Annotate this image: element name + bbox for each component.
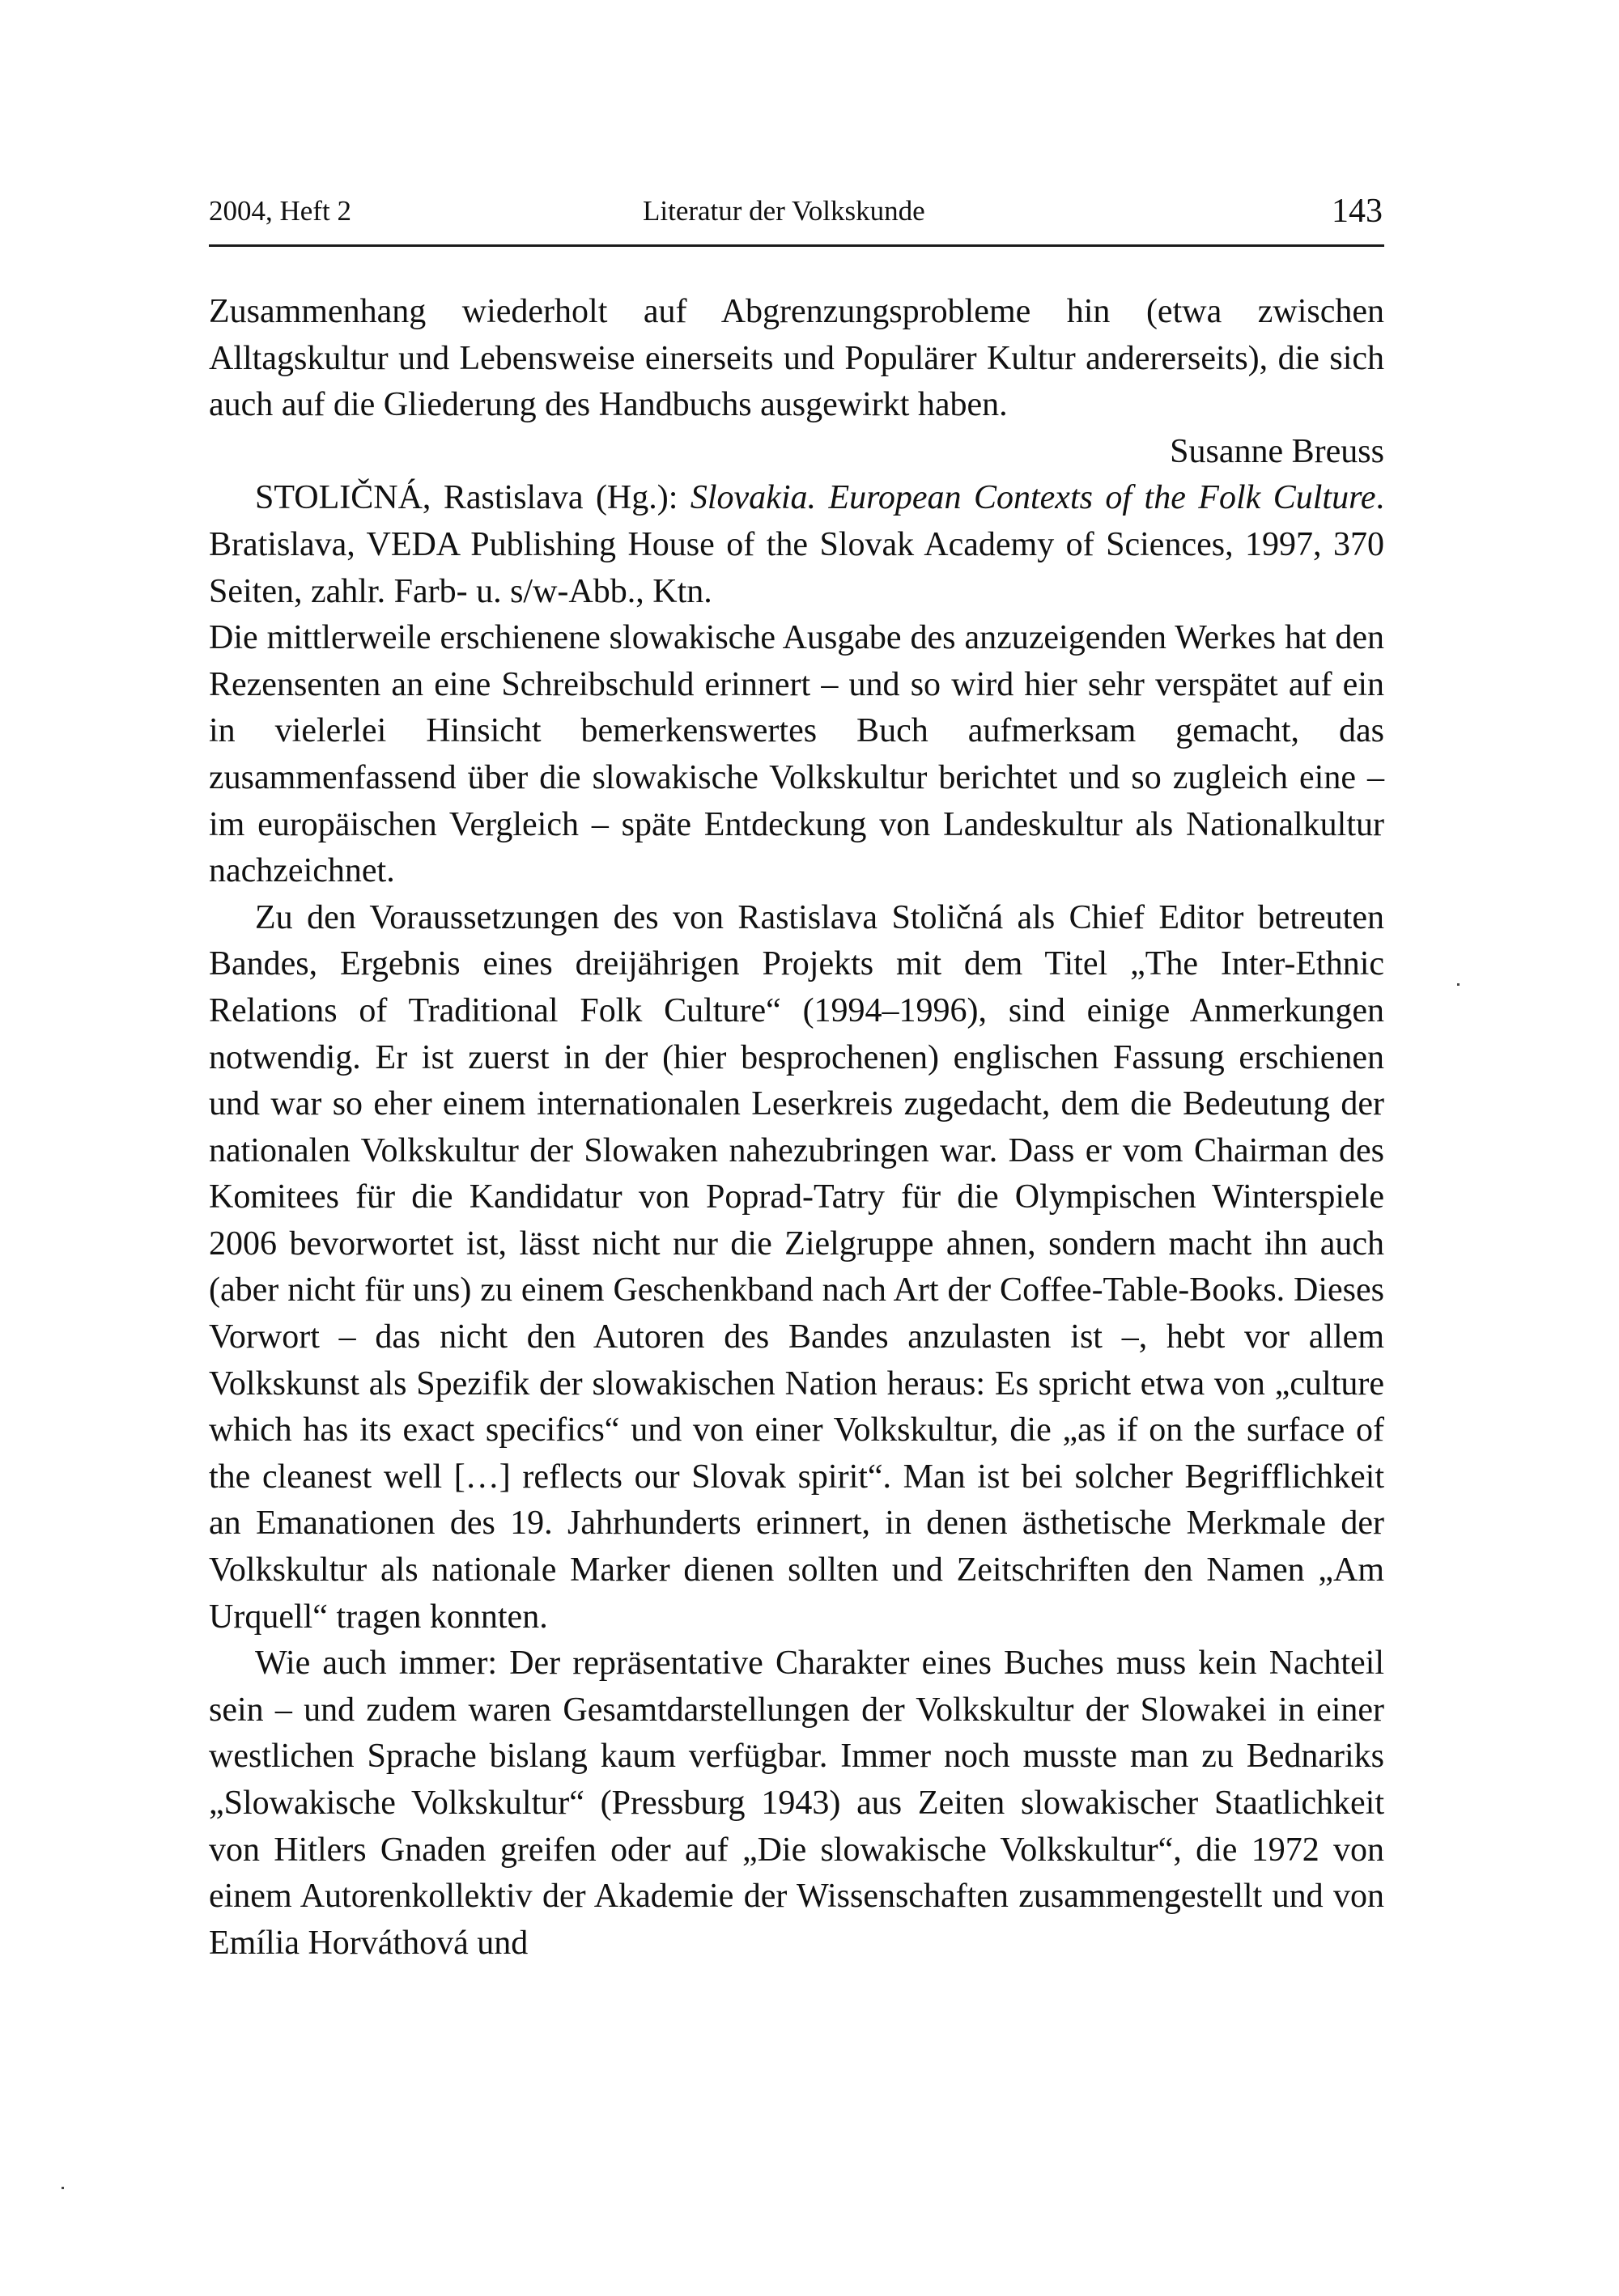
body-text [209, 289, 1384, 1967]
document-page [209, 188, 1384, 1962]
header-rule [209, 244, 1384, 247]
citation-author: STOLIČNÁ, Rastislava (Hg.): [255, 479, 691, 517]
issue-label: 2004, Heft 2 [209, 195, 351, 227]
citation-title: Slovakia. European Contexts of the Folk Culture [690, 479, 1376, 517]
book-citation [209, 475, 1384, 615]
review-paragraph-3: Wie auch immer: Der repräsentative Charakter eines Buches muss kein Nachteil sein – und zudem waren Gesamtdarstellungen der Volkskultur der Slowakei in einer westlichen Sprache bislang kaum verfügbar. Immer noch musste man zu Bednariks „Slowakische Volkskultur“ (Pressburg 1943) aus Zeiten slowakischer Staatlichkeit von Hitlers Gnaden greifen oder auf „Die slowakische Volkskultur“, die 1972 von einem Autorenkollektiv der Akademie der Wissenschaften zusammengestellt und von Emília Horváthová und [209, 1645, 1384, 1962]
scan-speck [1457, 983, 1460, 986]
section-title: Literatur der Volkskunde [643, 195, 925, 227]
previous-review-closing: Zusammenhang wiederholt auf Abgrenzungsprobleme hin (etwa zwischen Alltagskultur und Lebensweise einerseits und Populärer Kultur andererseits), die sich auch auf die Gliederung des Handbuchs ausgewirkt haben. [209, 293, 1384, 424]
review-paragraph-1: Die mittlerweile erschienene slowakische Ausgabe des anzuzeigenden Werkes hat den Rezensenten an eine Schreibschuld erinnert – und so wird hier sehr verspätet auf ein in vielerlei Hinsicht bemerkenswertes Buch aufmerksam gemacht, das zusammenfassend über die slowakische Volkskultur berichtet und so zugleich eine – im europäischen Vergleich – späte Entdeckung von Landeskultur als Nationalkultur nachzeichnet. [209, 619, 1384, 890]
page-number: 143 [1332, 193, 1383, 230]
review-paragraph-2: Zu den Voraussetzungen des von Rastislava Stoličná als Chief Editor betreuten Bandes, Ergebnis eines dreijährigen Projekts mit dem Titel „The Inter-Ethnic Relations of Traditional Folk Culture“ (1994–1996), sind einige Anmerkungen notwendig. Er ist zuerst in der (hier besprochenen) englischen Fassung erschienen und war so eher einem internationalen Leserkreis zugedacht, dem die Bedeutung der nationalen Volkskultur der Slowaken nahezubringen war. Dass er vom Chairman des Komitees für die Kandidatur von Poprad-Tatry für die Olympischen Winterspiele 2006 bevorwortet ist, lässt nicht nur die Zielgruppe ahnen, sondern macht ihn auch (aber nicht für uns) zu einem Geschenkband nach Art der Coffee-Table-Books. Dieses Vorwort – das nicht den Autoren des Bandes anzulasten ist –, hebt vor allem Volkskunst als Spezifik der slowakischen Nation heraus: Es spricht etwa von „culture which has its exact specifics“ und von einer Volkskultur, die „as if on the surface of the cleanest well […] reflects our Slovak spirit“. Man ist bei solcher Begrifflichkeit an Emanationen des 19. Jahrhunderts erinnert, in denen ästhetische Merkmale der Volkskultur als nationale Marker dienen sollten und Zeitschriften den Namen „Am Urquell“ tragen konnten. [209, 898, 1384, 1636]
running-head [209, 188, 1384, 235]
citation-publication: . Bratislava, VEDA Publishing House of the Slovak Academy of Sciences, 1997, 370 Seiten, zahlr. Farb- u. s/w-Abb., Ktn. [209, 479, 1384, 610]
scan-speck [62, 2187, 64, 2189]
reviewer-signature: Susanne Breuss [1170, 432, 1384, 470]
